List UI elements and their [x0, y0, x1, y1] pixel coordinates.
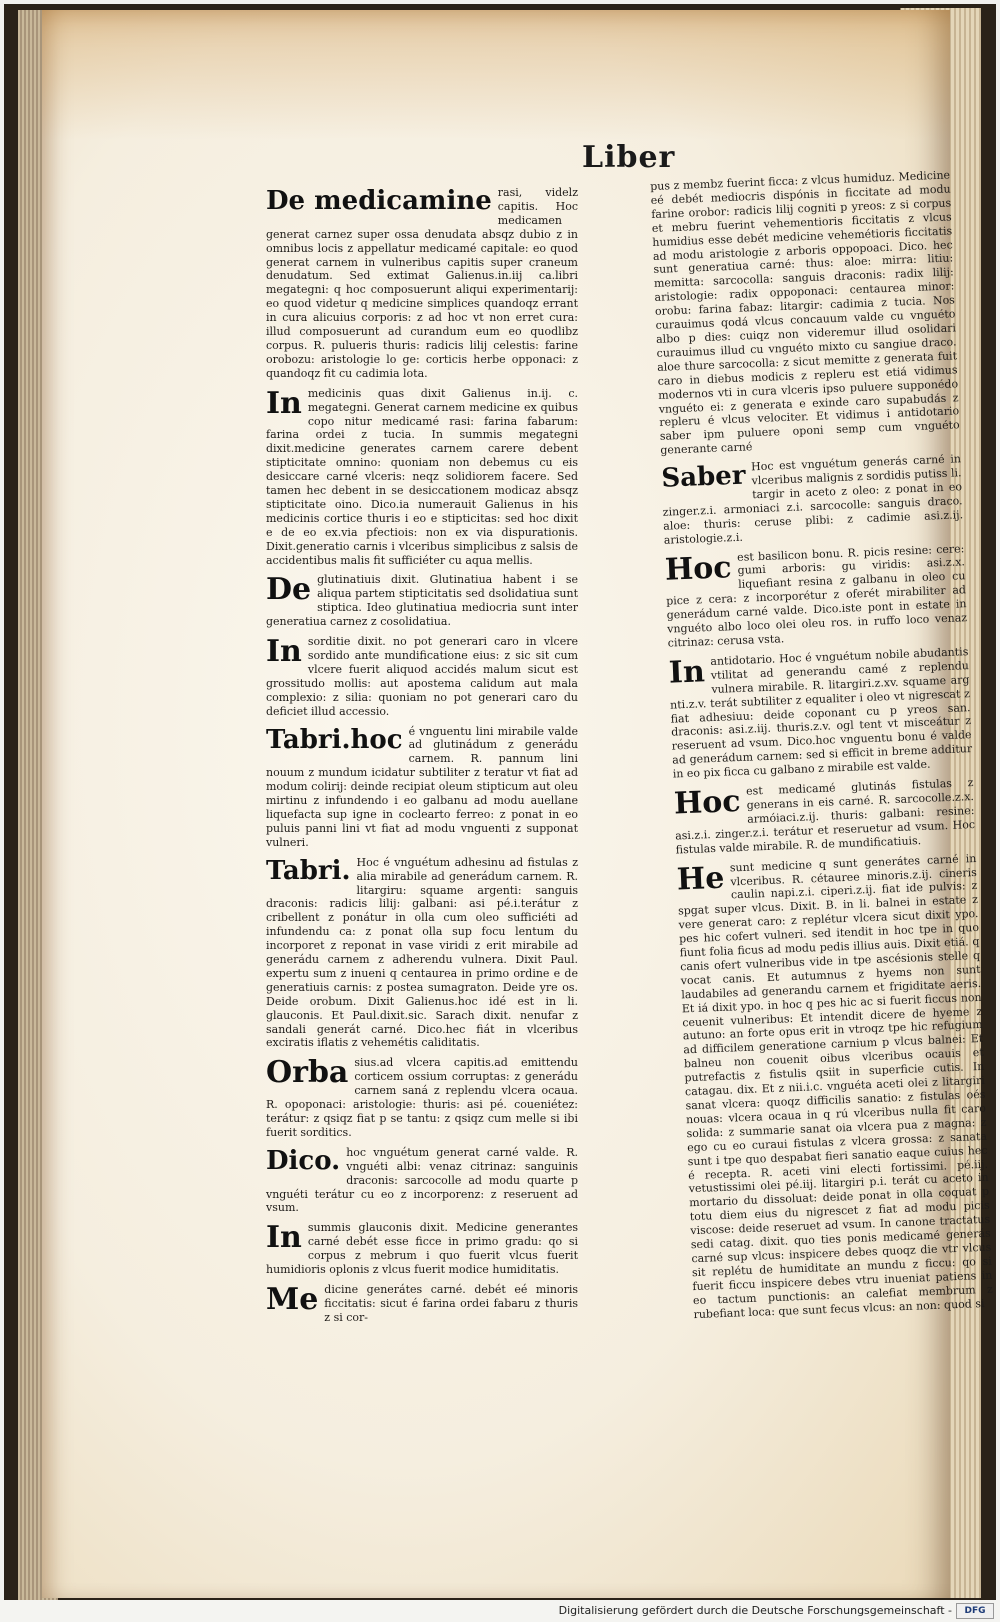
paragraph-text: est basilicon bonu. R. picis resine: cere: gumi arboris: gu viridis: asi.z.x. liquefiant resina z galbanu in oleo cu pice z cera: z incorporétur z oferét mirabiliter ad generádum carné valde. Dico.iste pont in estate in vnguéto albo loco olei oleu ros. in ruffo loco venaz citrinaz: cerusa vsta. — [665, 541, 968, 650]
right-column — [650, 168, 994, 1321]
left-paragraph — [266, 1146, 578, 1216]
right-paragraph — [676, 852, 993, 1322]
page-stain — [42, 10, 950, 140]
left-column — [266, 186, 578, 1324]
paragraph-initial: Tabri.hoc — [266, 724, 403, 755]
paragraph-text: antidotario. Hoc é vnguétum nobile abudantis vtilitat ad generandu camé z replendu vulnera mirabile. R. litargiri.z.xv. squame arg nti.z.v. terát subtiliter z equaliter i oleo vt nigrescat z fiat adhesiuu: deide coponant cu p yreos san. draconis: asi.z.iij. thuris.z.v. ogl tent vt misceátur z reseruent ad vsum. Dico.hoc vnguentu bonu é valde ad generádum carnem: sed si efficit in breme additur in eo pix ficca cu galbano z mirabile est valde. — [669, 645, 973, 781]
paragraph-initial: He — [676, 860, 725, 898]
left-paragraph — [266, 186, 578, 381]
paragraph-text: summis glauconis dixit. Medicine generantes carné debét esse ficce in primo gradu: qo si corpus z mebrum i quo fuerit vlcus fuerit humidioris oplonis z vlcus fuerit modice humiditatis. — [266, 1221, 578, 1277]
paragraph-initial: De — [266, 572, 312, 608]
paragraph-text: Hoc é vnguétum adhesinu ad fistulas z alia mirabile ad generádum carnem. R. litargiru: squame argenti: sanguis draconis: radicis lilij: galbani: asi pé.i.terátur z cribellent z ponátur in olla cum oleo sufficiéti ad infundendu ca: z ponat olla sup focu lentum du incorporet z reponat in vase viridi z erit mirabile ad generádu carnem z adherendu vulnera. Dixit Paul. expertu sum z inueni q centaurea in primo ordine e de generatiuis carnis: z postea sumagraton. Deide yre os. Deide orobum. Dixit Galienus.hoc idé est in li. glauconis. Et Paul.dixit.sic. Sarach dixit. nenufar z sandali generát carné. Dico.hec fiát in vlceribus exciratis iflatis z vehemétis caliditatis. — [266, 855, 578, 1050]
dfg-logo: DFG — [956, 1603, 994, 1619]
right-paragraph — [668, 645, 973, 782]
paragraph-initial: In — [668, 654, 706, 691]
right-paragraph — [650, 168, 960, 457]
paragraph-initial: In — [266, 385, 302, 421]
paragraph-text: sunt medicine q sunt generátes carné in vlceribus. R. cétauree minoris.z.ij. cineris caulin napi.z.i. ciperi.z.ij. fiat ide pulvis: z spgat super vlcus. Dixit. B. in li. balnei in estate z vere generat caro: z replétur vlcera sicut dixit ypo. pes hic cofert vulneri. sed itendit in hoc tpe in quo fiunt folia ficus ad modu pedis illius auis. Dixit etiá. q canis ofert vulneribus vide in tpe ascésionis stelle q vocat canis. Et autumnus z hyems non sunt laudabiles ad generandu carnem et frigiditate aeris. Et iá dixit ypo. in hoc q pes hic ac si fuerit ficcus non ceuenit vulneribus: Et intendit dicere de hyeme z autuno: an forte opus erit in vtroqz tpe hic refugium ad difficilem generatione carnium p vlcus balnei: Et balneu non couenit oibus vlceribus ocauis et putrefactis z fistulis qsiit in superficie cutis. In catagau. dix. Et z nii.i.c. vnguéta aceti olei z litargiri sanat vlcera: quoqz difficilis sanatio: z fistulas oés nouas: vlcera ocaua in q rú vlceribus nulla fit caro solida: z summarie sanat oia vlcera pua z magna: z ego cu eo curaui fistulas z vlcera grossa: z sanata sunt i tpe quo despabat fieri sanatio eaque cuius hec é recepta. R. aceti vini electi fortissimi. pé.iij. vetustissimi olei pé.iij. litargiri p.i. terát cu aceto in mortario du dissoluat: deide ponat in olla coquat p totu diem eius du nigrescet z fiat ad modu picis viscose: deide reseruet ad vsum. In canone tractatus sedi catag. dixit. quo ties ponis medicamé generás carné sup vlcus: inspicere debes quoqz die vtr vlcus sit replétu de humiditate an mundu z ficcu: qo si fuerit ficcu inspicere debes vtru inueniat patiens in eo tactum punctionis: an calefiat membrum z rubefiant loca: que sunt fecus vlcus: an non: quod si — [677, 851, 994, 1321]
left-paragraph — [266, 856, 578, 1051]
paragraph-text: Hoc est vnguétum generás carné in vlceribus malignis z sordidis putiss li. targir in aceto z oleo: z ponat in eo zinger.z.i. armoniaci z.i. sarcocolle: sanguis draco. aloe: thuris: ceruse plibi: z cadimie asi.z.ij. aristologie.z.i. — [662, 452, 964, 547]
paragraph-initial: Tabri. — [266, 855, 351, 886]
paragraph-text: dicine generátes carné. debét eé minoris ficcitatis: sicut é farina ordei fabaru z thuris z si cor- — [324, 1282, 578, 1324]
left-paragraph — [266, 387, 578, 568]
paragraph-text: medicinis quas dixit Galienus in.ij. c. megategni. Generat carnem medicine ex quibus copo nitur medicamé rasi: farina fabarum: farina ordei z tucia. In summis megategni dixit.medicine generates carnem carere debent stipticitate omnino: quoniam non debemus cu eis desiccare carné vlceris: neqz solidiorem facere. Sed tamen hec debent in se desiccationem modicaz absqz stipticitate oino. Dico.ia numerauit Galienus in his medicinis cortice thuris i eo e stipticitas: sed hoc dixit e de eo ex.via pfectiois: non ex via dispurationis. Dixit.generatio carnis i vlceribus simplicibus z salsis de accidentibus malis fit sufficiéter cu aqua mellis. — [266, 386, 578, 567]
paragraph-initial: Me — [266, 1281, 319, 1317]
running-header: Liber — [582, 140, 676, 175]
paragraph-text: sorditie dixit. no pot generari caro in vlcere sordido ante mundificatione eius: z sic sit cum vlcere fuerit aliquod accidés malum sicut est grossitudo mollis: aut apostema calidum aut mala complexio: z silia: quoniam no pot generari caro du deficiet illud accessio. — [266, 635, 578, 718]
paragraph-text: glutinatiuis dixit. Glutinatiua habent i se aliqua partem stipticitatis sed dsolidatiua sunt stiptica. Ideo glutinatiua mediocria sunt inter generatiua carnez z cosolidatiua. — [266, 573, 578, 629]
paragraph-text: sius.ad vlcera capitis.ad emittendu corticem ossium corruptas: z generádu carnem saná z replendu vlcera ocaua. R. opoponaci: aristologie: thuris: asi pé. coueniétez: terátur: z qsiqz fiat p se tantu: z qsiqz cum melle si ibi fuerit sorditics. — [266, 1056, 578, 1139]
paragraph-text: é vnguentu lini mirabile valde ad glutinádum z generádu carnem. R. pannum lini nouum z mundum icidatur subtiliter z teratur vt fiat ad modum colirij: deinde recipiat oleum stipticum aut oleu mirtinu z infundendo i eo galbanu ad modu auellane liquefacta sup igne in coclearto ferreo: z ponat in eo puluis panni lini vt fiat ad modu vnguenti z supponat vulneri. — [266, 724, 578, 849]
paragraph-initial: Orba — [266, 1055, 349, 1091]
left-paragraph — [266, 573, 578, 629]
right-paragraph — [661, 452, 964, 547]
right-paragraph — [664, 542, 968, 651]
paragraph-initial: De medicamine — [266, 186, 492, 216]
paragraph-text: hoc vnguétum generat carné valde. R. vnguéti albi: venaz citrinaz: sanguinis draconis: sarcocolle ad modu quarte p vnguéti terátur cu eo z incorporenz: z reseruent ad vsum. — [266, 1145, 578, 1215]
paragraph-initial: Saber — [660, 460, 747, 494]
paragraph-initial: Hoc — [673, 784, 742, 822]
left-paragraph — [266, 725, 578, 850]
right-paragraph — [673, 776, 975, 857]
left-paragraph — [266, 1056, 578, 1139]
paragraph-initial: In — [266, 1220, 302, 1256]
left-paragraph — [266, 1221, 578, 1277]
paragraph-initial: In — [266, 634, 302, 670]
paragraph-text: pus z membz fuerint ficca: z vlcus humiduz. Medicine eé debét mediocris dispónis in ficcitate ad modu farine orobor: radicis lilij cogniti p yreos: z si corpus et mebru fuerint vehementioris ficcitatis z vlcus humidius esse debét medicine vehemétioris ficcitatis ad modu aristologie z arboris oppopoaci. Dico. hec sunt generatiua carné: thus: aloe: mirra: litiu: memitta: sarcocolla: sanguis draconis: radix lilij: aristologie: radix oppoponaci: centaurea minor: orobu: farina fabaz: litargir: cadimia z tucia. Nos curauimus qodá vlcus concauum valde cu vnguéto albo p dies: cuiqz non videremur illud osolidari curauimus illud cu vnguéto mixto cu sangiue draco. aloe thure sarcocolla: z sicut memitte z generata fuit caro in diebus modicis z repleru est etiá vidimus modernos vti in cura vlceris ipso puluere supponédo vnguéto ei: z generata e exinde caro supabudás z repleru é vlcus velociter. Et vidimus i antidotario saber ipm puluere oponi semp cum vnguéto generante carné — [650, 168, 960, 458]
left-paragraph — [266, 1283, 578, 1325]
paragraph-text: est medicamé glutinás fistulas z generans in eis carné. R. sarcocolle.z.x. armóiaci.z.ij. thuris: galbani: resine: asi.z.i. zinger.z.i. terátur et reseruetur ad vsum. Hoc fistulas valde mirabile. R. de mundificatiuis. — [674, 776, 976, 857]
paragraph-initial: Dico. — [266, 1145, 341, 1176]
paragraph-text: rasi, videlz capitis. Hoc medicamen generat carnez super ossa denudata absqz dubio z in omnibus locis z appellatur medicamé capitale: eo quod generat carnem in vulneribus capitis super craneum denudatum. Sed extimat Galienus.in.iij ca.libri megategni: q hoc composuerunt aliqui experimentarij: eo quod videtur q medicine simplices quandoqz errant in cura alicuius corporis: z ad hoc vt non erret cura: illud composuerunt ad curandum eum eo quodlibz corpus. R. pulueris thuris: radicis lilij celestis: farine orobozu: aristologie lo ge: corticis herbe opponaci: z quandoqz fit cu cadimia lota. — [266, 186, 578, 380]
funding-footer: Digitalisierung gefördert durch die Deutsche Forschungsgemeinschaft - — [558, 1604, 952, 1617]
left-paragraph — [266, 635, 578, 718]
paragraph-initial: Hoc — [664, 549, 733, 588]
